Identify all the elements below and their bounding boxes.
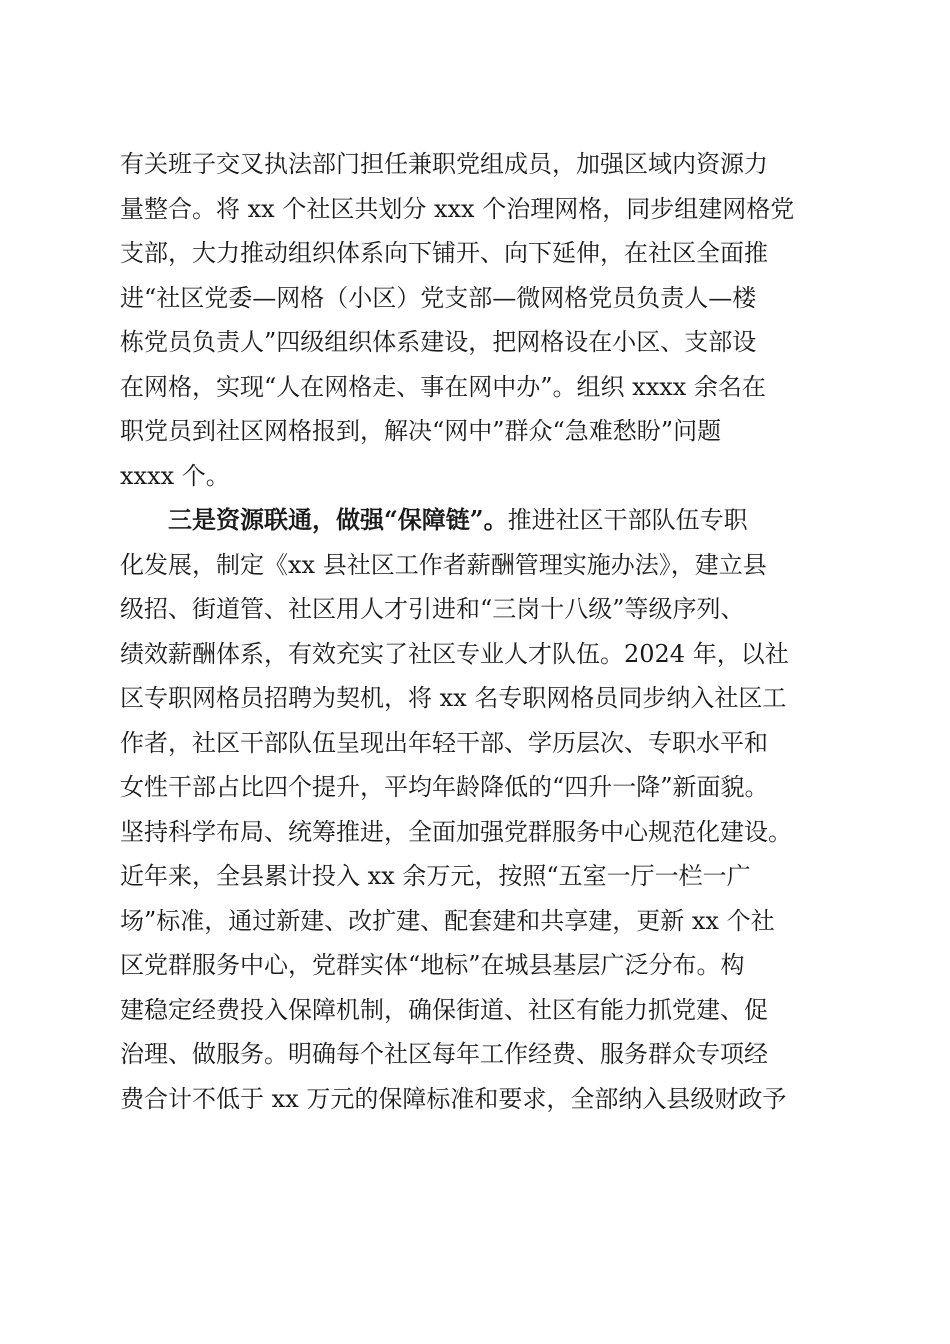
text-line: 支部，大力推动组织体系向下铺开、向下延伸，在社区全面推 bbox=[120, 239, 768, 267]
text-line bbox=[120, 498, 832, 543]
text-line: 栋党员负责人”四级组织体系建设，把网格设在小区、支部设 bbox=[120, 328, 757, 356]
text-line: xxxx 个。 bbox=[120, 461, 230, 490]
text-line: 有关班子交叉执法部门担任兼职党组成员，加强区域内资源力 bbox=[120, 150, 768, 178]
text-line: 区党群服务中心，党群实体“地标”在城县基层广泛分布。构 bbox=[120, 951, 745, 979]
text-line: 建稳定经费投入保障机制，确保街道、社区有能力抓党建、促 bbox=[120, 995, 768, 1024]
paragraph-2 bbox=[120, 498, 832, 1121]
text-line: 职党员到社区网格报到，解决“网中”群众“急难愁盼”问题 bbox=[120, 417, 722, 445]
text-line: 进“社区党委—网格（小区）党支部—微网格党员负责人—楼 bbox=[120, 283, 757, 312]
paragraph-1 bbox=[120, 142, 832, 498]
text-line: 化发展，制定《xx 县社区工作者薪酬管理实施办法》，建立县 bbox=[120, 550, 767, 579]
text-line: 场”标准，通过新建、改扩建、配套建和共享建，更新 xx 个社 bbox=[120, 906, 775, 935]
text-line: 近年来，全县累计投入 xx 余万元，按照“五室一厅一栏一广 bbox=[120, 862, 751, 890]
text-line: 治理、做服务。明确每个社区每年工作经费、服务群众专项经 bbox=[120, 1040, 768, 1068]
text-line: 女性干部占比四个提升，平均年龄降低的“四升一降”新面貌。 bbox=[120, 773, 769, 801]
paragraph-lead-heading: 三是资源联通，做强“保障链”。 bbox=[168, 505, 508, 534]
text-line: 坚持科学布局、统筹推进，全面加强党群服务中心规范化建设。 bbox=[120, 817, 792, 846]
text-span: 推进社区干部队伍专职 bbox=[507, 506, 748, 534]
text-line: 作者，社区干部队伍呈现出年轻干部、学历层次、专职水平和 bbox=[120, 728, 768, 757]
text-line: 量整合。将 xx 个社区共划分 xxx 个治理网格，同步组建网格党 bbox=[120, 194, 795, 223]
text-line: 级招、街道管、社区用人才引进和“三岗十八级”等级序列、 bbox=[120, 595, 745, 623]
text-line: 费合计不低于 xx 万元的保障标准和要求，全部纳入县级财政予 bbox=[120, 1084, 787, 1113]
document-body bbox=[120, 142, 832, 1121]
text-line: 区专职网格员招聘为契机，将 xx 名专职网格员同步纳入社区工 bbox=[120, 684, 787, 712]
text-line: 绩效薪酬体系，有效充实了社区专业人才队伍。2024 年，以社 bbox=[120, 639, 789, 668]
text-line: 在网格，实现“人在网格走、事在网中办”。组织 xxxx 余名在 bbox=[120, 372, 766, 401]
